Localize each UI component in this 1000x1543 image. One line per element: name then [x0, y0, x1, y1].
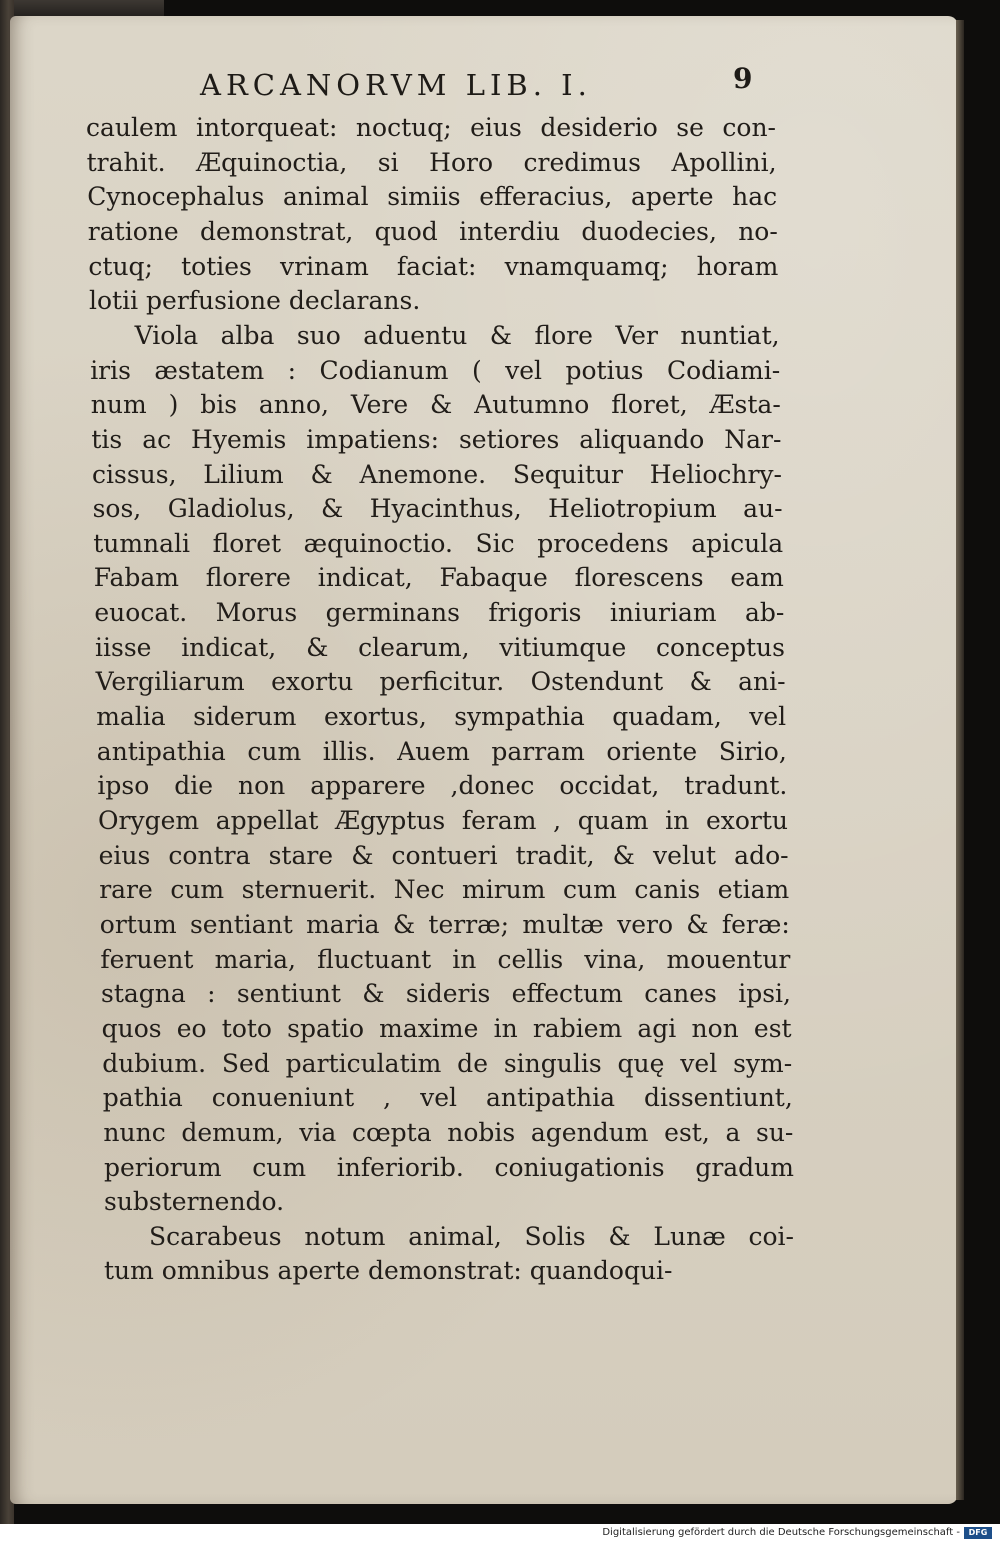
text-line: feruent maria, fluctuant in cellis vina, mouentur: [100, 944, 791, 974]
text-line: ortum sentiant maria & terræ; multæ vero & feræ:: [99, 909, 790, 939]
running-head: ARCANORVM LIB. I.: [200, 68, 592, 102]
text-line: dubium. Sed particulatim de singulis quę vel sym-: [102, 1048, 793, 1078]
text-line: caulem intorqueat: noctuq; eius desiderio se con-: [86, 113, 776, 142]
dfg-logo: DFG: [964, 1527, 992, 1539]
text-line: Vergiliarum exortu perficitur. Ostendunt & ani-: [95, 667, 786, 697]
text-line: ratione demonstrat, quod interdiu duodecies, no-: [87, 216, 778, 246]
text-line: substernendo.: [104, 1187, 285, 1217]
footer-credit: Digitalisierung gefördert durch die Deutsche Forschungsgemeinschaft -: [602, 1527, 960, 1538]
text-line: nunc demum, via cœpta nobis agendum est, a su-: [103, 1117, 794, 1147]
text-line: num ) bis anno, Vere & Autumno floret, Æsta-: [90, 390, 781, 420]
text-line: Cynocephalus animal simiis efferacius, aperte hac: [87, 182, 778, 212]
text-line: Scarabeus notum animal, Solis & Lunæ coi-: [149, 1221, 794, 1251]
footer-bar: [0, 1524, 1000, 1543]
text-line: eius contra stare & contueri tradit, & velut ado-: [98, 840, 789, 870]
text-line: malia siderum exortus, sympathia quadam, vel: [96, 702, 787, 732]
text-line: Viola alba suo aduentu & flore Ver nuntiat,: [134, 320, 780, 350]
text-line: sos, Gladiolus, & Hyacinthus, Heliotropium au-: [92, 494, 783, 524]
text-line: iisse indicat, & clearum, vitiumque conceptus: [95, 632, 785, 662]
text-line: cissus, Lilium & Anemone. Sequitur Heliochry-: [92, 459, 782, 489]
text-line: iris æstatem : Codianum ( vel potius Codiami-: [90, 355, 781, 385]
text-line: antipathia cum illis. Auem parram oriente Sirio,: [96, 736, 787, 766]
text-line: rare cum sternuerit. Nec mirum cum canis etiam: [99, 875, 790, 905]
page-number: 9: [733, 62, 753, 95]
page-right-edge: [956, 20, 964, 1500]
text-line: tis ac Hyemis impatiens: setiores aliquando Nar-: [91, 424, 782, 454]
text-line: lotii perfusione declarans.: [89, 286, 421, 316]
text-line: Orygem appellat Ægyptus feram , quam in exortu: [98, 806, 788, 835]
text-line: euocat. Morus germinans frigoris iniuriam ab-: [94, 598, 785, 628]
text-line: quos eo toto spatio maxime in rabiem agi non est: [101, 1013, 792, 1043]
text-line: tum omnibus aperte demonstrat: quandoqui-: [104, 1256, 673, 1286]
text-line: Fabam florere indicat, Fabaque florescens eam: [93, 563, 784, 593]
text-line: ipso die non apparere ,donec occidat, tradunt.: [97, 771, 788, 801]
text-line: tumnali floret æquinoctio. Sic procedens apicula: [93, 528, 784, 558]
text-line: ctuq; toties vrinam faciat: vnamquamq; horam: [88, 251, 779, 281]
text-line: pathia conueniunt , vel antipathia dissentiunt,: [102, 1083, 793, 1113]
text-line: trahit. Æquinoctia, si Horo credimus Apollini,: [86, 147, 777, 177]
text-line: stagna : sentiunt & sideris effectum canes ipsi,: [101, 979, 791, 1009]
text-line: periorum cum inferiorib. coniugationis gradum: [104, 1152, 794, 1182]
